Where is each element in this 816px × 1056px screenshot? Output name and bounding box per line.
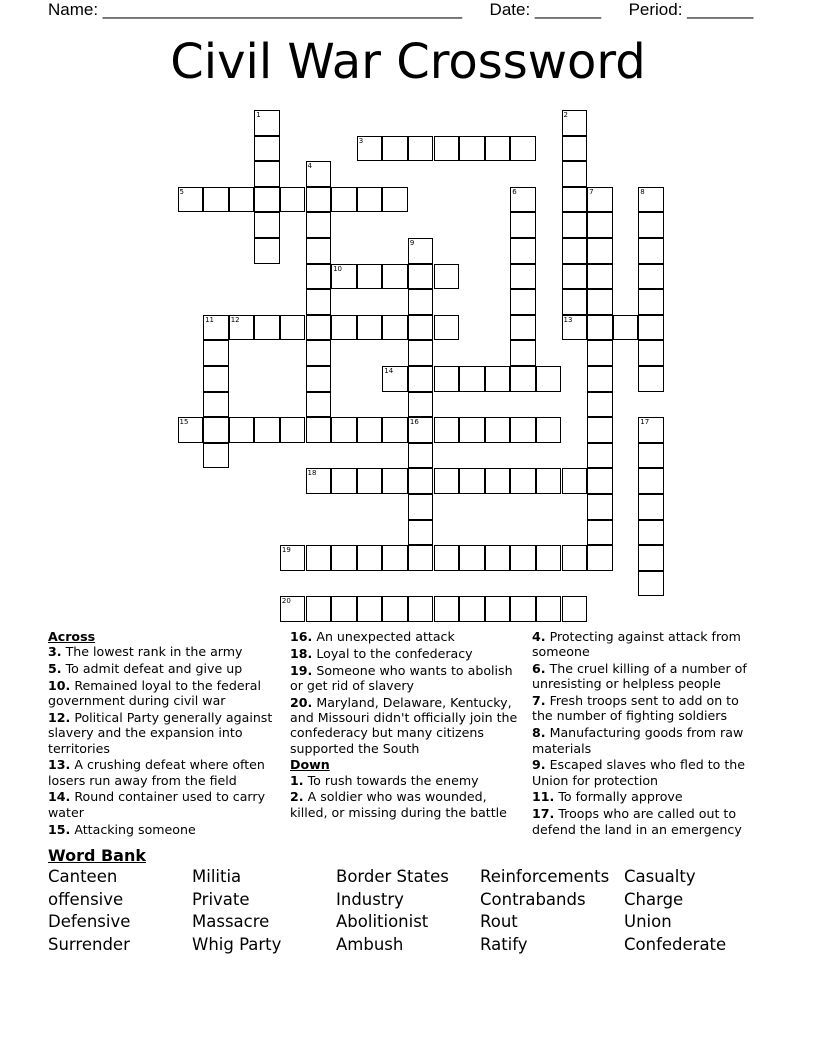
grid-cell[interactable] [306, 340, 332, 366]
clue-item-number: 13. [48, 757, 71, 773]
clues-column-2 [290, 629, 524, 822]
clue-number: 17 [640, 418, 650, 427]
clue-number: 19 [281, 546, 291, 555]
grid-cell[interactable] [203, 417, 229, 443]
clue-item-text: Attacking someone [74, 821, 196, 837]
clue-number: 14 [384, 367, 394, 375]
clue-item-text: To formally approve [558, 789, 683, 805]
word-bank-item: Charge [624, 889, 684, 909]
word-bank-heading: Word Bank [48, 846, 147, 865]
grid-cell[interactable] [562, 212, 588, 238]
clue-item [48, 678, 280, 709]
grid-cell[interactable] [331, 596, 357, 622]
grid-cell[interactable] [254, 136, 280, 162]
grid-cell[interactable] [536, 417, 562, 443]
clue-item [532, 757, 756, 788]
grid-cell[interactable] [485, 468, 511, 494]
clue-item [290, 646, 524, 661]
clue-item [48, 644, 280, 659]
grid-cell[interactable] [408, 289, 434, 315]
clue-item-text: Escaped slaves who fled to the Union for protection [532, 757, 746, 788]
grid-cell[interactable] [485, 545, 511, 571]
grid-cell[interactable] [536, 366, 562, 392]
grid-cell[interactable] [382, 545, 408, 571]
word-bank-item: Militia [192, 867, 242, 886]
grid-cell[interactable] [638, 571, 664, 597]
word-bank-item: Industry [336, 889, 404, 909]
word-bank-item: Border States [336, 867, 449, 886]
grid-cell[interactable] [562, 187, 588, 213]
grid-cell[interactable] [382, 264, 408, 290]
clue-item [290, 773, 524, 788]
grid-cell[interactable] [254, 212, 280, 238]
clue-item-number: 11. [532, 789, 555, 805]
grid-cell[interactable] [459, 468, 485, 494]
grid-cell[interactable] [306, 238, 332, 264]
grid-cell[interactable] [254, 417, 280, 443]
grid-cell[interactable] [306, 366, 332, 392]
grid-cell[interactable] [357, 596, 383, 622]
grid-cell[interactable] [408, 340, 434, 366]
grid-cell[interactable] [587, 315, 613, 341]
grid-cell[interactable] [203, 366, 229, 392]
grid-cell[interactable] [254, 238, 280, 264]
grid-cell[interactable] [306, 545, 332, 571]
grid-cell[interactable] [203, 443, 229, 469]
clue-item [290, 695, 524, 756]
clue-item [532, 629, 756, 660]
grid-cell[interactable] [203, 187, 229, 213]
clue-number: 13 [563, 315, 573, 324]
grid-cell[interactable] [408, 596, 434, 622]
grid-cell[interactable] [587, 212, 613, 238]
grid-cell[interactable] [229, 187, 255, 213]
word-bank-item: Defensive [48, 912, 131, 932]
grid-cell[interactable] [510, 545, 536, 571]
grid-cell[interactable] [587, 238, 613, 264]
grid-cell[interactable] [306, 187, 332, 213]
clue-number: 2 [563, 111, 568, 119]
word-bank-item: Ratify [480, 934, 528, 954]
grid-cell[interactable] [434, 366, 460, 392]
grid-cell[interactable] [408, 315, 434, 341]
grid-cell[interactable] [306, 212, 332, 238]
clue-item-number: 17. [532, 806, 555, 822]
clue-number: 15 [179, 418, 189, 427]
grid-cell[interactable] [536, 468, 562, 494]
clue-number: 5 [179, 187, 184, 196]
clue-item-text: Loyal to the confederacy [316, 645, 473, 661]
grid-cell[interactable] [382, 596, 408, 622]
grid-cell[interactable] [510, 315, 536, 341]
clue-item-text: Maryland, Delaware, Kentucky, and Missouri didn't officially join the confederacy but many citizens supported the South [290, 694, 518, 756]
grid-cell[interactable] [562, 289, 588, 315]
grid-cell[interactable] [510, 468, 536, 494]
word-bank-item: Canteen [48, 867, 118, 886]
clue-item-number: 7. [532, 693, 546, 709]
clue-item-text: An unexpected attack [316, 629, 455, 644]
clue-item-text: Political Party generally against slavery and the expansion into territories [48, 709, 273, 756]
clue-number: 3 [358, 136, 364, 145]
grid-cell[interactable] [613, 315, 639, 341]
grid-cell[interactable] [382, 468, 408, 494]
grid-cell[interactable] [638, 264, 664, 290]
grid-cell[interactable] [587, 545, 613, 571]
grid-cell[interactable] [459, 596, 485, 622]
grid-cell[interactable] [510, 417, 536, 443]
clue-number: 8 [640, 187, 645, 196]
clue-item-number: 8. [532, 725, 546, 741]
grid-cell[interactable] [254, 187, 280, 213]
grid-cell[interactable] [382, 187, 408, 213]
word-bank-item: Ambush [336, 934, 404, 954]
clue-item-number: 1. [290, 772, 304, 788]
clue-number: 1 [256, 111, 261, 119]
grid-cell[interactable] [408, 136, 434, 162]
grid-cell[interactable] [587, 494, 613, 520]
grid-cell[interactable] [638, 212, 664, 238]
word-bank-item: offensive [48, 889, 124, 909]
word-bank-item: Contrabands [480, 889, 586, 909]
clue-item-text: Protecting against attack from someone [532, 629, 741, 660]
clue-item-number: 12. [48, 709, 71, 725]
grid-cell[interactable] [562, 545, 588, 571]
clue-item-number: 10. [48, 677, 71, 693]
grid-cell[interactable] [638, 545, 664, 571]
clue-section-heading: Down [290, 757, 330, 773]
grid-cell[interactable] [459, 545, 485, 571]
clue-item-number: 4. [532, 629, 546, 644]
name-field[interactable]: Name: ______________________________________ [48, 0, 463, 19]
grid-cell[interactable] [254, 161, 280, 187]
grid-cell[interactable] [434, 264, 460, 290]
grid-cell[interactable] [306, 289, 332, 315]
grid-cell[interactable] [587, 468, 613, 494]
grid-cell[interactable] [357, 417, 383, 443]
clue-item [290, 629, 524, 644]
clue-number: 11 [205, 315, 215, 324]
clue-number: 9 [409, 239, 415, 247]
clue-item-text: Remained loyal to the federal government during civil war [48, 677, 261, 709]
grid-cell[interactable] [510, 289, 536, 315]
grid-cell[interactable] [408, 443, 434, 469]
grid-cell[interactable] [357, 545, 383, 571]
clue-number: 10 [333, 264, 343, 273]
clue-item [48, 661, 280, 676]
grid-cell[interactable] [562, 161, 588, 187]
grid-cell[interactable] [331, 468, 357, 494]
clue-item-text: Round container used to carry water [48, 789, 266, 820]
grid-cell[interactable] [254, 315, 280, 341]
grid-cell[interactable] [562, 238, 588, 264]
grid-cell[interactable] [280, 315, 306, 341]
clues-column-3 [532, 629, 756, 838]
grid-cell[interactable] [485, 596, 511, 622]
grid-cell[interactable] [434, 596, 460, 622]
grid-cell[interactable] [459, 366, 485, 392]
grid-cell[interactable] [638, 340, 664, 366]
word-bank-item: Surrender [48, 934, 130, 954]
clue-number: 4 [307, 162, 312, 171]
grid-cell[interactable] [203, 340, 229, 366]
grid-cell[interactable] [229, 417, 255, 443]
grid-cell[interactable] [408, 494, 434, 520]
grid-cell[interactable] [434, 417, 460, 443]
grid-cell[interactable] [331, 187, 357, 213]
grid-cell[interactable] [485, 417, 511, 443]
grid-cell[interactable] [510, 264, 536, 290]
period-field[interactable]: Period: _______ [628, 0, 754, 19]
clue-item-text: Someone who wants to abolish or get rid of slavery [290, 662, 513, 693]
grid-cell[interactable] [434, 468, 460, 494]
grid-cell[interactable] [408, 520, 434, 546]
grid-cell[interactable] [536, 545, 562, 571]
word-bank [48, 866, 768, 956]
grid-cell[interactable] [587, 289, 613, 315]
clue-item [532, 725, 756, 756]
word-bank-item: Casualty [624, 867, 696, 886]
grid-cell[interactable] [382, 315, 408, 341]
grid-cell[interactable] [357, 468, 383, 494]
clue-number: 20 [281, 597, 291, 606]
grid-cell[interactable] [408, 545, 434, 571]
grid-cell[interactable] [638, 443, 664, 469]
word-bank-item: Abolitionist [336, 912, 429, 932]
grid-cell[interactable] [562, 264, 588, 290]
clue-item-text: Manufacturing goods from raw materials [532, 725, 744, 756]
word-bank-item: Massacre [192, 912, 270, 932]
grid-cell[interactable] [408, 264, 434, 290]
clue-item-text: Troops who are called out to defend the land in an emergency [532, 806, 742, 837]
grid-cell[interactable] [306, 596, 332, 622]
grid-cell[interactable] [357, 187, 383, 213]
clue-item-number: 16. [290, 629, 313, 644]
grid-cell[interactable] [434, 315, 460, 341]
clue-item-text: A soldier who was wounded, killed, or missing during the battle [290, 789, 507, 820]
grid-cell[interactable] [357, 315, 383, 341]
clue-item [290, 789, 524, 820]
grid-cell[interactable] [510, 212, 536, 238]
page-title: Civil War Crossword [170, 34, 646, 90]
clues-column-1 [48, 629, 280, 838]
clue-item [290, 663, 524, 694]
grid-cell[interactable] [587, 340, 613, 366]
grid-cell[interactable] [587, 264, 613, 290]
grid-cell[interactable] [434, 545, 460, 571]
grid-cell[interactable] [587, 417, 613, 443]
clue-item [532, 661, 756, 692]
clue-item [48, 710, 280, 756]
clue-item [532, 693, 756, 724]
clue-item-number: 5. [48, 661, 62, 677]
grid-cell[interactable] [408, 366, 434, 392]
grid-cell[interactable] [638, 520, 664, 546]
clue-number: 6 [512, 187, 517, 196]
grid-cell[interactable] [587, 520, 613, 546]
clue-item [532, 806, 756, 837]
date-field[interactable]: Date: _______ [489, 0, 602, 19]
word-bank-item: Rout [480, 912, 518, 932]
grid-cell[interactable] [638, 238, 664, 264]
grid-cell[interactable] [587, 366, 613, 392]
grid-cell[interactable] [408, 468, 434, 494]
clue-item [48, 822, 280, 837]
clue-item-text: Fresh troops sent to add on to the number of fighting soldiers [532, 693, 739, 724]
clue-section-heading: Across [48, 629, 96, 644]
grid-cell[interactable] [587, 443, 613, 469]
clue-item-text: A crushing defeat where often losers run away from the field [48, 757, 265, 788]
clue-item-text: To rush towards the enemy [307, 772, 479, 788]
word-bank-item: Whig Party [192, 934, 282, 954]
grid-cell[interactable] [510, 136, 536, 162]
clue-item [532, 789, 756, 804]
grid-cell[interactable] [587, 392, 613, 418]
grid-cell[interactable] [638, 468, 664, 494]
word-bank-item: Private [192, 889, 250, 909]
grid-cell[interactable] [434, 136, 460, 162]
clue-number: 16 [409, 418, 419, 427]
clue-number: 18 [307, 469, 317, 478]
clue-item-number: 18. [290, 645, 313, 661]
grid-cell[interactable] [459, 136, 485, 162]
clue-item-number: 19. [290, 662, 313, 678]
grid-cell[interactable] [510, 366, 536, 392]
grid-cell[interactable] [331, 315, 357, 341]
clue-item-number: 3. [48, 644, 62, 660]
grid-cell[interactable] [203, 392, 229, 418]
grid-cell[interactable] [382, 136, 408, 162]
clue-item-number: 14. [48, 789, 71, 805]
grid-cell[interactable] [357, 264, 383, 290]
clue-item-number: 6. [532, 661, 546, 677]
grid-cell[interactable] [638, 366, 664, 392]
grid-cell[interactable] [306, 315, 332, 341]
clue-item-number: 20. [290, 694, 313, 710]
clue-item-number: 15. [48, 821, 71, 837]
grid-cell[interactable] [485, 136, 511, 162]
grid-cell[interactable] [562, 468, 588, 494]
grid-cell[interactable] [536, 596, 562, 622]
clue-number: 7 [589, 187, 594, 196]
grid-cell[interactable] [485, 366, 511, 392]
clue-item-number: 9. [532, 757, 546, 773]
grid-cell[interactable] [638, 494, 664, 520]
grid-cell[interactable] [510, 340, 536, 366]
grid-cell[interactable] [331, 545, 357, 571]
grid-cell[interactable] [562, 596, 588, 622]
grid-cell[interactable] [306, 392, 332, 418]
grid-cell[interactable] [280, 187, 306, 213]
grid-cell[interactable] [638, 289, 664, 315]
clue-item [48, 757, 280, 788]
grid-cell[interactable] [562, 136, 588, 162]
grid-cell[interactable] [382, 417, 408, 443]
grid-cell[interactable] [408, 392, 434, 418]
clue-item-text: The lowest rank in the army [65, 644, 243, 660]
grid-cell[interactable] [638, 315, 664, 341]
word-bank-item: Union [624, 912, 672, 932]
word-bank-item: Reinforcements [480, 867, 610, 886]
grid-cell[interactable] [306, 264, 332, 290]
clue-item-number: 2. [290, 789, 304, 805]
grid-cell[interactable] [510, 596, 536, 622]
grid-cell[interactable] [459, 417, 485, 443]
grid-cell[interactable] [510, 238, 536, 264]
clue-item-text: To admit defeat and give up [65, 661, 243, 677]
clue-number: 12 [230, 315, 240, 324]
word-bank-item: Confederate [624, 934, 727, 954]
grid-cell[interactable] [331, 417, 357, 443]
clue-item [48, 789, 280, 820]
clue-item-text: The cruel killing of a number of unresisting or helpless people [532, 661, 747, 692]
grid-cell[interactable] [280, 417, 306, 443]
grid-cell[interactable] [306, 417, 332, 443]
